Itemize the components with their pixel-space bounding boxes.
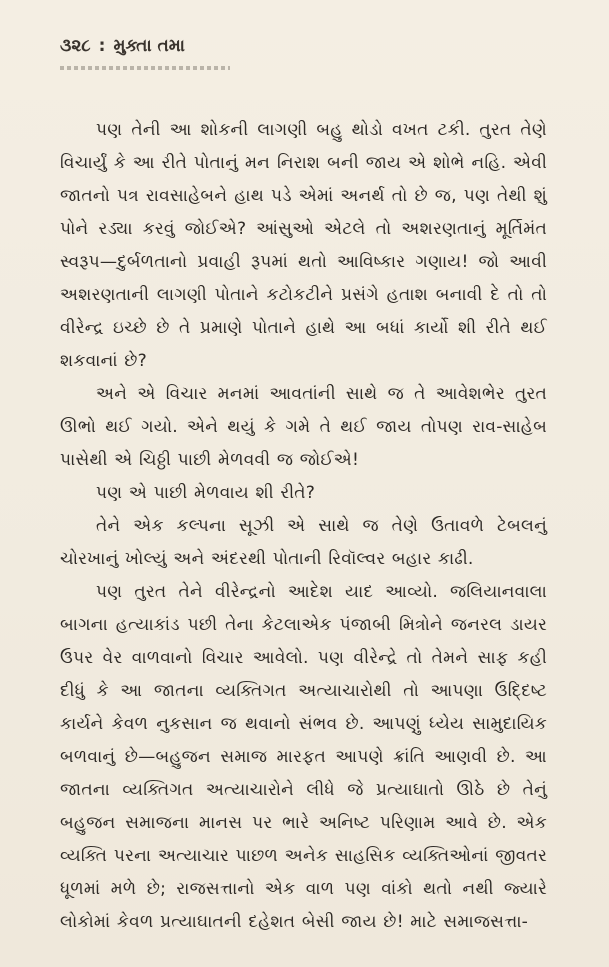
page-number: ૩૨૮: [60, 36, 91, 56]
body-text: [60, 114, 547, 939]
paragraph: પણ તેની આ શોકની લાગણી બહુ થોડો વખત ટકી. તુરત તેણે વિચાર્યું કે આ રીતે પોતાનું મન નિરાશ બની જાય એ શોભે નહિ. એવી જાતનો પત્ર રાવસાહેબને હાથ પડે એમાં અનર્થ તો છે જ, પણ તેથી શું પોને રડ્યા કરવું જોઈએ? આંસુઓ એટલે તો અશરણતાનું મૂર્તિમંત સ્વરૂપ—દુર્બળતાનો પ્રવાહી રૂપમાં થતો આવિષ્કાર ગણાય! જો આવી અશરણતાની લાગણી પોતાને કટોકટીને પ્રસંગે હતાશ બનાવી દે તો તો વીરેન્દ્ર ઇચ્છે છે તે પ્રમાણે પોતાને હાથે આ બધાં કાર્યો શી રીતે થઈ શકવાનાં છે?: [60, 120, 547, 371]
paragraph: પણ એ પાછી મેળવાય શી રીતે?: [96, 483, 315, 503]
header-rule: [60, 66, 230, 70]
header-separator: :: [98, 36, 106, 56]
running-header: [60, 36, 547, 60]
paragraph: અને એ વિચાર મનમાં આવતાંની સાથે જ તે આવેશભેર તુરત ઊભો થઈ ગયો. એને થયું કે ગમે તે થઈ જાય તોપણ રાવ-સાહેબ પાસેથી એ ચિઠ્ઠી પાછી મેળવવી જ જોઈએ!: [60, 384, 547, 470]
paragraph: પણ તુરત તેને વીરેન્દ્રનો આદેશ યાદ આવ્યો. જલિયાનવાલા બાગના હત્યાકાંડ પછી તેના કેટલાએક પંજાબી મિત્રોને જનરલ ડાયર ઉપર વેર વાળવાનો વિચાર આવેલો. પણ વીરેન્દ્રે તો તેમને સાફ કહી દીધું કે આ જાતના વ્યક્તિગત અત્યાચારોથી તો આપણા ઉદ્દિષ્ટ કાર્યને કેવળ નુકસાન જ થવાનો સંભવ છે. આપણું ધ્યેય સામુદાયિક બળવાનું છે—બહુજન સમાજ મારફત આપણે ક્રાંતિ આણવી છે. આ જાતના વ્યક્તિગત અત્યાચારોને લીધે જે પ્રત્યાઘાતો ઊઠે છે તેનું બહુજન સમાજના માનસ પર ભારે અનિષ્ટ પરિણામ આવે છે. એક વ્યક્તિ પરના અત્યાચાર પાછળ અનેક સાહસિક વ્યક્તિઓનાં જીવતર ધૂળમાં મળે છે; રાજસત્તાનો એક વાળ પણ વાંકો થતો નથી જ્યારે લોકોમાં કેવળ પ્રત્યાઘાતની દહેશત બેસી જાય છે! માટે સમાજસત્તા-: [60, 582, 547, 932]
book-title: મુક્તા તમા: [113, 36, 185, 56]
paragraph: તેને એક કલ્પના સૂઝી એ સાથે જ તેણે ઉતાવળે ટેબલનું ચોરખાનું ખોલ્યું અને અંદરથી પોતાની રિવૉલ્વર બહાર કાઢી.: [60, 516, 547, 569]
